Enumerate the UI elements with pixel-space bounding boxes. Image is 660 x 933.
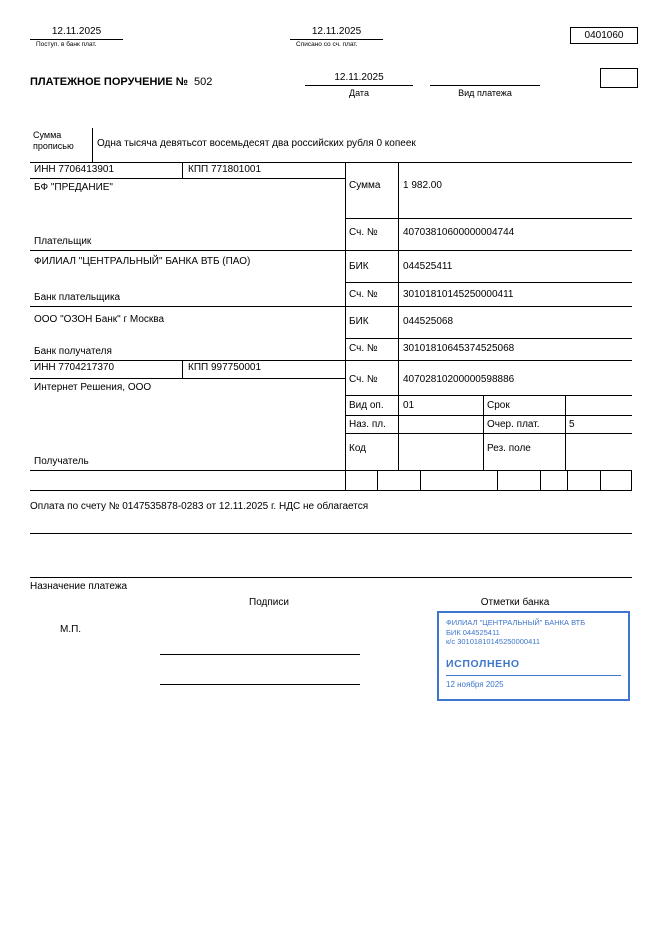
payee-bank-account-label: Сч. № [349,343,378,354]
stamp-corr-account: к/с 30101810145250000411 [446,637,541,646]
document-date-label: Дата [349,88,369,98]
divider [182,162,183,178]
divider [30,533,632,534]
stamp-bik: БИК 044525411 [446,627,500,637]
purpose-code-label: Наз. пл. [349,419,386,430]
stamp-date: 12 ноября 2025 [446,680,504,689]
payment-kind-label: Вид платежа [458,88,512,98]
divider [567,470,568,490]
code-label: Код [349,443,367,454]
document-number: 502 [194,76,213,88]
payee-inn: ИНН 7704217370 [34,362,115,373]
document-title-row [30,76,212,88]
stamp-place-label: М.П. [60,624,82,635]
document-date-block [305,72,413,98]
bank-marks-label: Отметки банка [480,597,550,608]
divider [420,470,421,490]
divider [345,338,632,339]
divider [30,162,632,163]
priority-label: Очер. плат. [487,419,540,430]
divider [345,395,632,396]
payer-bank-bik: 044525411 [403,261,453,272]
divider [377,470,378,490]
payee-section-label: Получатель [34,456,89,467]
payee-account-label: Сч. № [349,374,378,385]
divider [345,433,632,434]
term-label: Срок [487,400,510,411]
divider [540,470,541,490]
divider [497,470,498,490]
stamp-bank-name: ФИЛИАЛ "ЦЕНТРАЛЬНЫЙ" БАНКА ВТБ [446,618,586,627]
form-code-box: 0401060 [570,27,638,44]
divider [345,162,346,490]
payer-bank-account-label: Сч. № [349,289,378,300]
divider [345,415,632,416]
divider [30,490,632,491]
divider [30,360,632,361]
payment-kind-value [430,72,540,86]
divider [182,360,183,378]
debited-date-block [290,26,383,48]
payment-purpose-text: Оплата по счету № 0147535878-0283 от 12.11.2025 г. НДС не облагается [30,501,369,512]
payee-bank-bik: 044525068 [403,316,454,327]
stamp-status: ИСПОЛНЕНО [446,657,520,670]
divider [483,395,484,470]
divider [30,378,345,379]
payee-kpp: КПП 997750001 [188,362,262,373]
payee-bank-bik-label: БИК [349,316,369,327]
payee-bank-name: ООО "ОЗОН Банк" г Москва [34,314,165,325]
payer-account-label: Сч. № [349,227,378,238]
received-date-block [30,26,123,48]
payee-bank-account: 30101810645374525068 [403,343,515,354]
debited-date-label: Списано со сч. плат. [296,41,358,48]
payee-account: 40702810200000598886 [403,374,515,385]
reserve-field-label: Рез. поле [487,443,531,454]
payer-bank-bik-label: БИК [349,261,369,272]
divider [92,128,93,162]
signature-line [160,684,360,685]
divider [345,282,632,283]
debited-date: 12.11.2025 [290,26,383,40]
divider [345,218,632,219]
received-date: 12.11.2025 [30,26,123,40]
payment-purpose-label: Назначение платежа [30,581,128,592]
payer-inn: ИНН 7706413901 [34,164,115,175]
payment-kind-block [430,72,540,98]
bank-stamp [437,611,630,701]
payee-name: Интернет Решения, ООО [34,382,152,393]
divider [398,162,399,470]
divider [30,178,345,179]
sum-value: 1 982.00 [403,180,442,191]
document-date: 12.11.2025 [305,72,413,86]
payer-name: БФ "ПРЕДАНИЕ" [34,182,113,193]
divider [600,470,601,490]
amount-in-words: Одна тысяча девятьсот восемьдесят два российских рубля 0 копеек [97,138,416,149]
payer-section-label: Плательщик [34,236,92,247]
payer-account: 40703810600000004744 [403,227,515,238]
stamp-divider [446,675,621,676]
payee-bank-section-label: Банк получателя [34,346,112,357]
status-code-box [600,68,638,88]
payer-kpp: КПП 771801001 [188,164,262,175]
divider [30,306,632,307]
divider [30,470,632,471]
divider [30,250,632,251]
op-kind-value: 01 [403,400,415,411]
payer-bank-account: 30101810145250000411 [403,289,514,300]
document-title: ПЛАТЕЖНОЕ ПОРУЧЕНИЕ № [30,76,188,88]
signature-line [160,654,360,655]
received-date-label: Поступ. в банк плат. [36,41,97,48]
priority-value: 5 [569,419,575,430]
divider [631,470,632,490]
amount-in-words-label: Сумма прописью [33,130,74,151]
payer-bank-name: ФИЛИАЛ "ЦЕНТРАЛЬНЫЙ" БАНКА ВТБ (ПАО) [34,256,251,267]
divider [30,577,632,578]
signatures-label: Подписи [249,597,289,608]
op-kind-label: Вид оп. [349,400,384,411]
payer-bank-section-label: Банк плательщика [34,292,121,303]
sum-label: Сумма [349,180,381,191]
divider [565,395,566,470]
